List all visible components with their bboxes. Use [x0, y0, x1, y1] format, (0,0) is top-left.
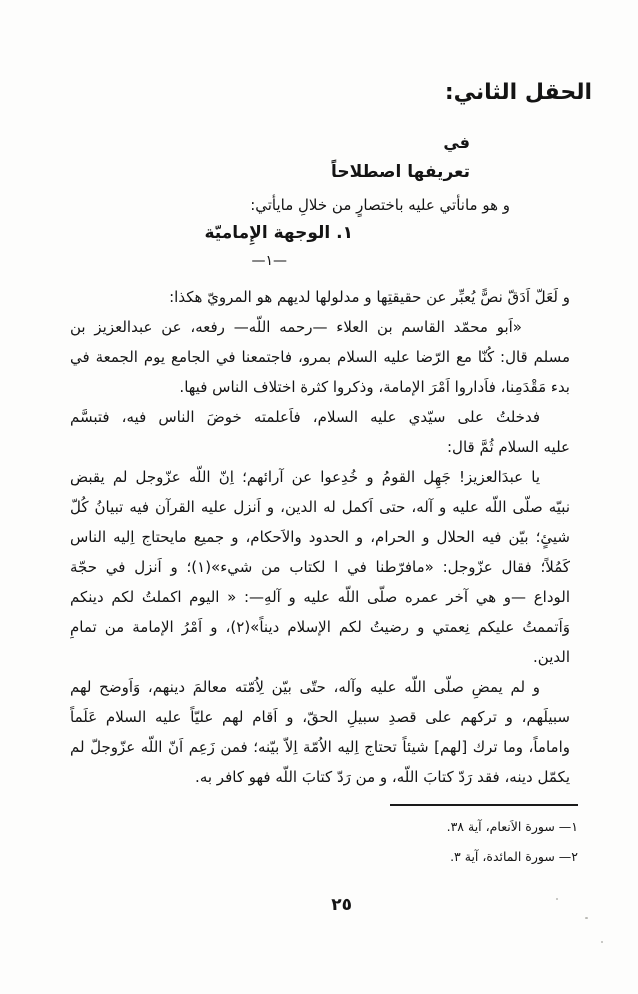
subtitle-block — [331, 129, 470, 187]
body-line: مسلم قال: كُنّا مع الرّضا عليه السلام بمرو، فاجتمعنا في الجامع يوم الجمعة في — [70, 348, 570, 366]
chapter-heading: الحقل الثاني: — [444, 80, 592, 105]
body-line: سبيلَهم، و تركهم على قصدِ سبيلِ الحقّ، و اَقام لهم عليّاً عليه السلام عَلَماً — [70, 708, 570, 726]
body-line: عليه السلام ثُمَّ قال: — [447, 438, 570, 456]
body-line: الوداع —و هي آخر عمره صلّى اللّه عليه و آلهِ—: « اليوم اكملتُ لكم دينكم — [70, 588, 570, 606]
body-line: واماماً، وما ترك [لهم] شيئاً تحتاج اِليه الاُمّة اِلاّ بيّنه؛ فمن زَعِم اَنّ اللّه عزّوجلّ لم — [70, 738, 570, 756]
section-number-marker: —١— — [251, 253, 287, 269]
body-line: يا عبدَالعزيز! جَهِل القومُ و خُدِعوا عن آرائهم؛ اِنّ اللّه عزّوجل لم يقبض — [70, 468, 540, 486]
footnote-item: ٢— سورة المائدة، آية ٣. — [450, 849, 578, 864]
body-line: «اَبو محمّد القاسم بن العلاء —رحمه اللّه— رفعه، عن عبدالعزيز بن — [70, 318, 522, 336]
body-line: شيئٍ؛ بيّن فيه الحلال و الحرام، و الحدود والاَحكام، و جميع مايحتاج اِليه الناس — [70, 528, 570, 546]
footnote-item: ١— سورة الاَنعام، آية ٣٨. — [446, 819, 578, 834]
body-line: نبيّه صلّى اللّه عليه و آله، حتى اَكمل له الدين، و اَنزل عليه القرآن فيه تبيانُ كُلّ — [70, 498, 570, 516]
intro-line: و هو مانأتي عليه باختصارٍ من خلالِ مايأتي: — [250, 196, 510, 214]
footnotes — [447, 812, 578, 872]
body-line: كَمُلاً؛ فقال عزّوجل: «مافرّطنا في ا لكتاب من شيء»(١)؛ و اَنزل في حجّة — [70, 558, 570, 576]
body-line: بدء مَقْدَمِنا، فاَداروا اَمْرَ الإمامة، وذكروا كثرة اختلاف الناس فيها. — [179, 378, 570, 396]
subtitle-title: تعريفها اصطلاحاً — [330, 162, 470, 182]
section-title: ١. الوجهة الإِماميّة — [204, 223, 353, 243]
footnote-divider — [390, 804, 578, 806]
body-line: وَاَتممتُ عليكم نِعمتي و رضيتُ لكم الإسلام ديناً»(٢)، و اَمْرُ الإمامة من تمامِ — [70, 618, 570, 636]
body-line: فدخلتُ على سيّدي عليه السلام، فاَعلمته خوضَ الناس فيه، فتبسَّم — [70, 408, 540, 426]
body-line: الدين. — [533, 648, 570, 666]
scan-speckle — [585, 917, 588, 919]
body-line: يكمّل دينه، فقد رَدّ كتابَ اللّه، و من رَدّ كتابَ اللّه فهو كافر به. — [195, 768, 570, 786]
subtitle-word-fi: في — [443, 133, 470, 152]
body-line: و لم يمضِ صلّى اللّه عليه وآله، حتّى بيّن لِاُمّته معالمَ دينهم، وَاَوضح لهم — [70, 678, 540, 696]
body-text — [70, 282, 570, 792]
scan-speckle — [556, 898, 558, 900]
body-line: و لَعَلّ اَدَقّ نصًّ يُعبِّر عن حقيقتِها و مدلولها لديهم هو المرويّ هكذا: — [169, 288, 570, 306]
page-number: ٢٥ — [331, 895, 352, 915]
scan-speckle — [601, 941, 603, 943]
